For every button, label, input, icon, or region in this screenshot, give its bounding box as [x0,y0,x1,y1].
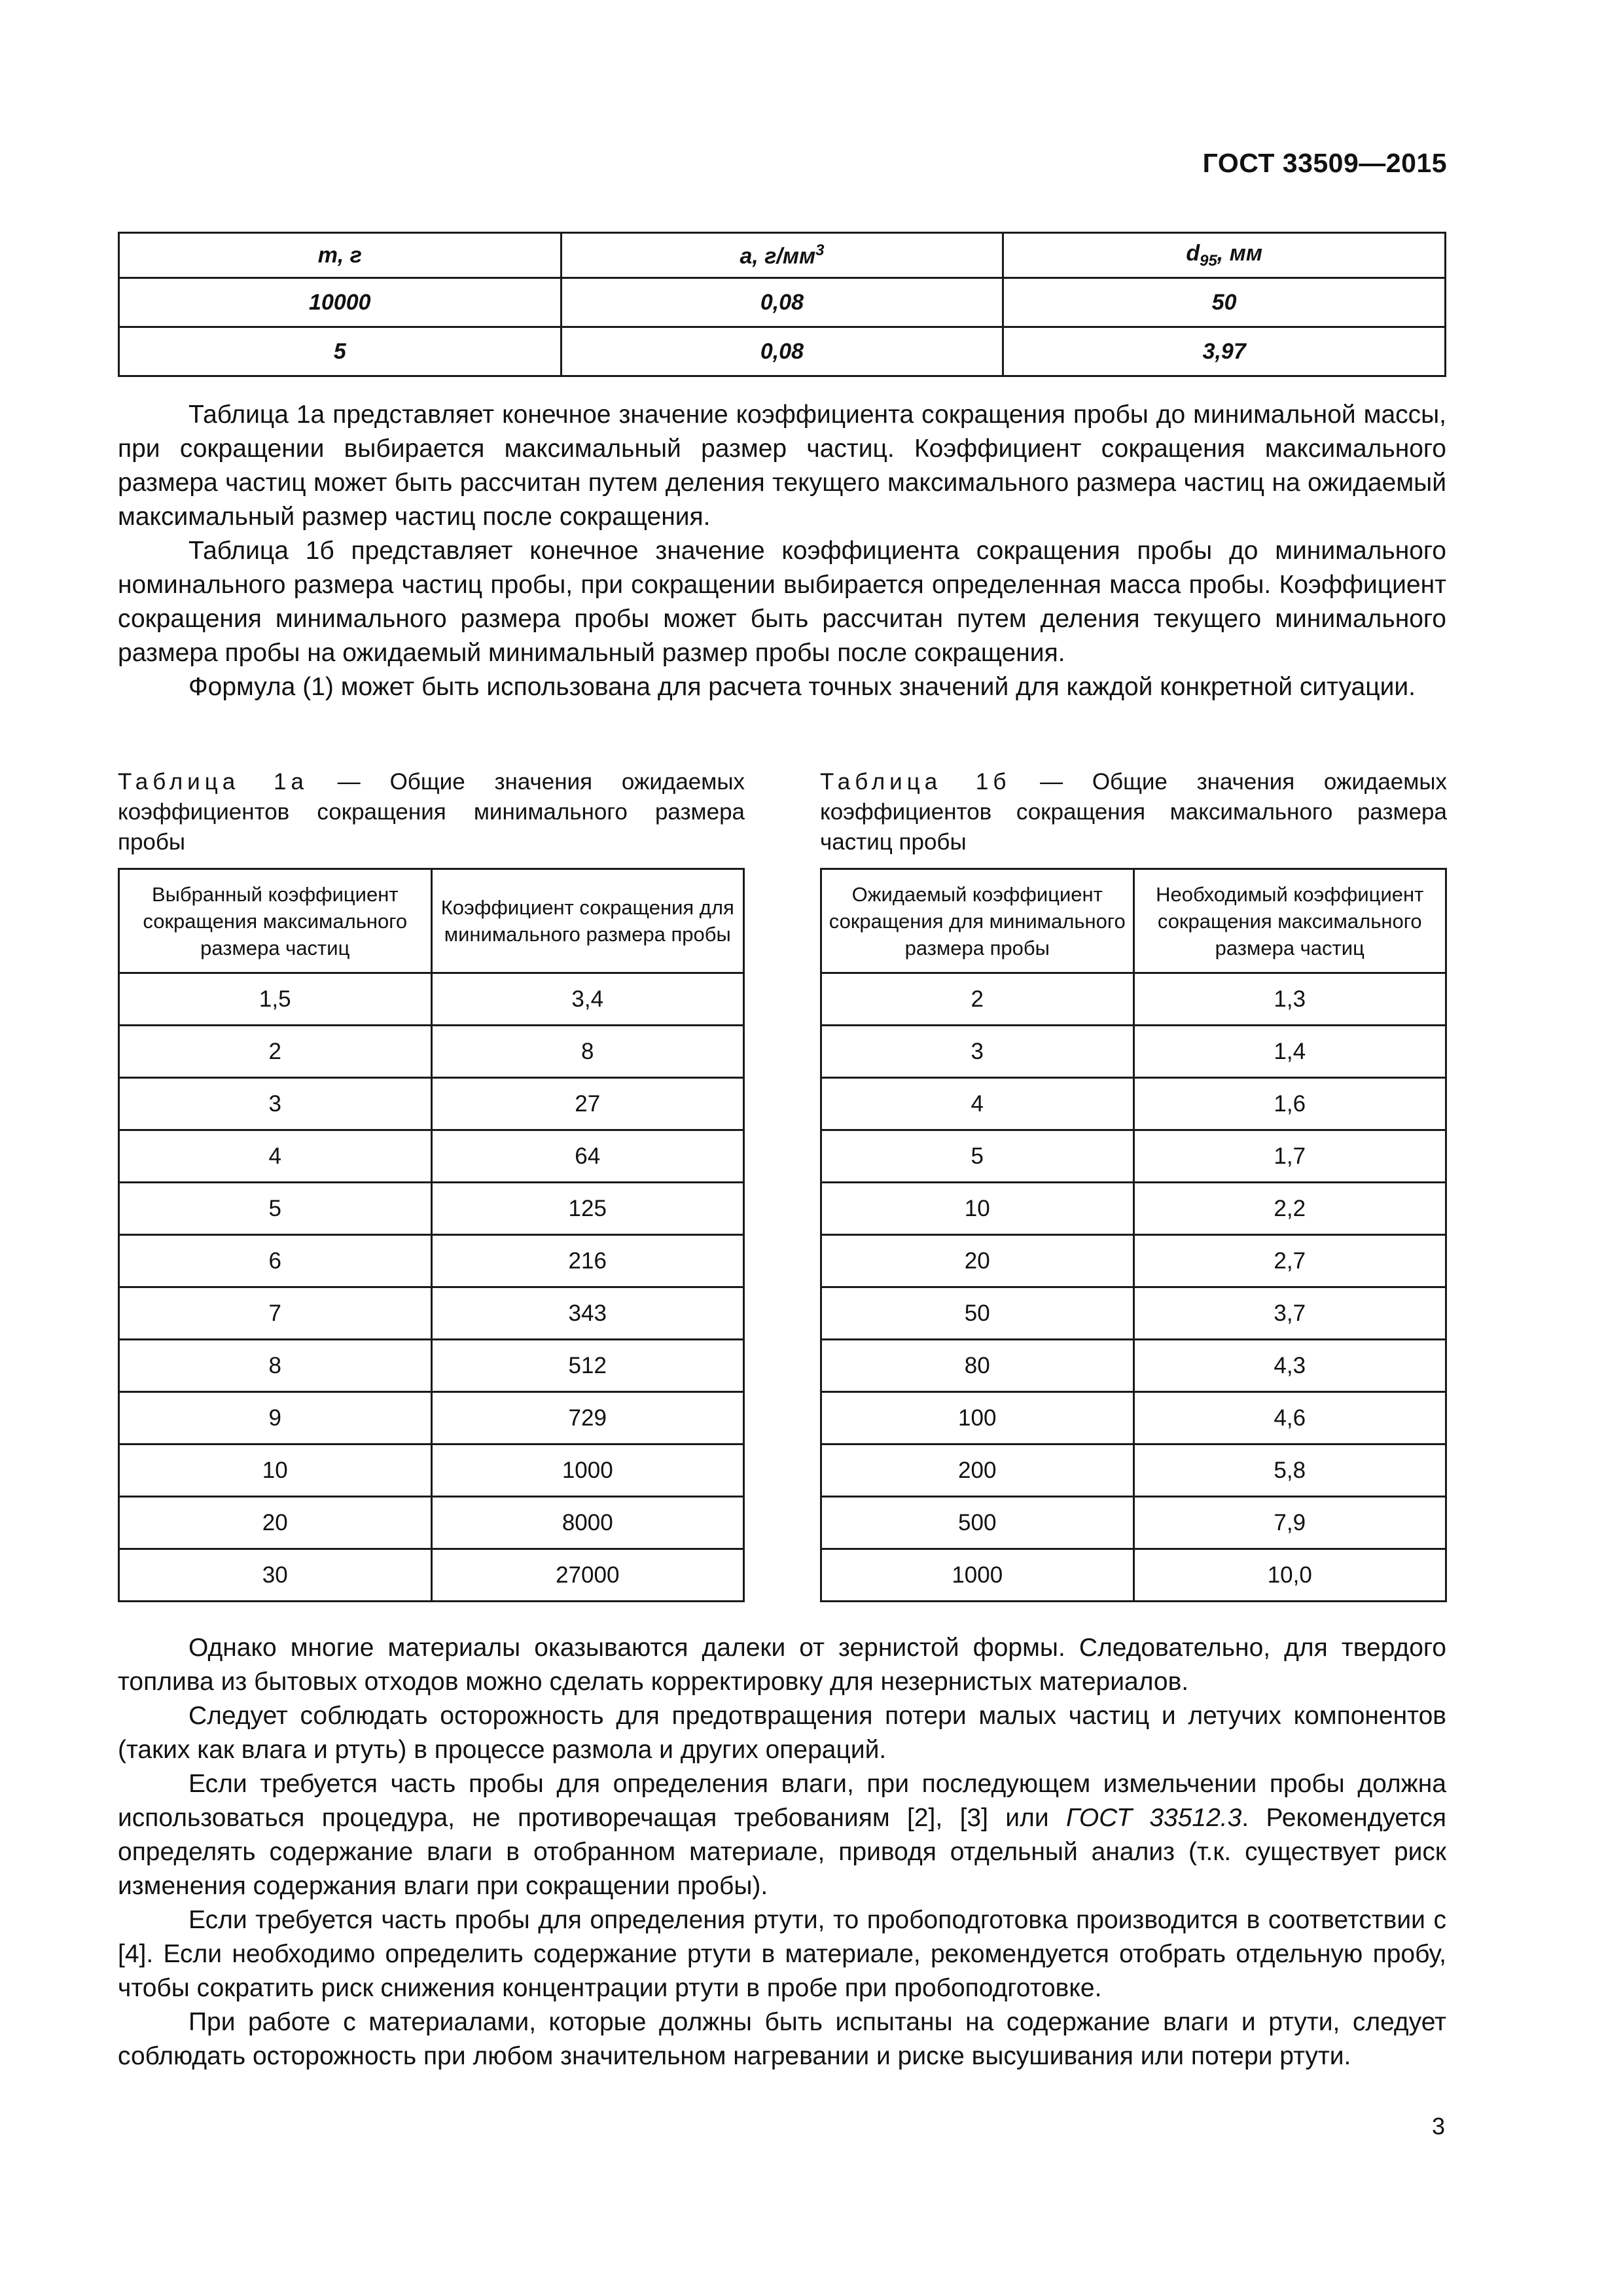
table-row [821,1340,1446,1392]
table-cell: 100 [821,1392,1134,1444]
table-1b-body [821,973,1446,1602]
column-header-mass: m, г [119,233,562,278]
table-cell: 30 [119,1549,432,1602]
paragraph-caution-volatile: Следует соблюдать осторожность для предотвращения потери малых частиц и летучих компонентов (таких как влага и ртуть) в процессе размола и других операций. [118,1702,1446,1764]
table-cell: 10 [119,1444,432,1497]
table-cell: 20 [821,1235,1134,1287]
paragraph-table-1a-description: Таблица 1а представляет конечное значение коэффициента сокращения пробы до минимальной массы, при сокращении выбирается максимальный размер частиц. Коэффициент сокращения максимального размера частиц может быть рассчитан путем деления текущего максимального размера частиц на ожидаемый максимальный размер частиц после сокращения. [118,401,1446,531]
table-row [119,973,744,1026]
paragraph-table-1b-description: Таблица 1б представляет конечное значение коэффициента сокращения пробы до минимального номинального размера частиц пробы, при сокращении выбирается определенная масса пробы. Коэффициент сокращения минимального размера пробы может быть рассчитан путем деления текущего минимального размера пробы на ожидаемый минимальный размер пробы после сокращения. [118,537,1446,667]
table-cell: 5 [119,327,562,376]
table-1b-caption: Таблица 1б — Общие значения ожидаемых коэффициентов сокращения максимального размера частиц пробы [820,769,1447,855]
parameter-table [118,232,1446,377]
table-row [119,1444,744,1497]
table-row [119,1130,744,1183]
table-row [821,1183,1446,1235]
table-cell: 500 [821,1497,1134,1549]
column-header-d95: $d_{95}$, мм [1003,233,1446,278]
table-1a-header-col1: Выбранный коэффициент сокращения максимального размера частиц [119,869,432,973]
table-row [821,1549,1446,1602]
table-cell: 27 [431,1078,744,1130]
table-cell: 2 [821,973,1134,1026]
table-cell: 10000 [119,278,562,327]
table-cell: 3,4 [431,973,744,1026]
table-cell: 10 [821,1183,1134,1235]
table-header-row [821,869,1446,973]
table-row [119,327,1446,376]
table-cell: 8 [119,1340,432,1392]
table-cell: 2 [119,1026,432,1078]
table-cell: 3,97 [1003,327,1446,376]
table-1b [820,868,1447,1602]
table-cell: 64 [431,1130,744,1183]
table-cell: 343 [431,1287,744,1340]
table-cell: 4 [821,1078,1134,1130]
table-1a-caption: Таблица 1а — Общие значения ожидаемых коэффициентов сокращения минимального размера пробы [118,769,745,855]
document-header: ГОСТ 33509—2015 [1202,148,1447,178]
table-row [821,1287,1446,1340]
table-cell: 0,08 [561,327,1003,376]
table-row [821,1130,1446,1183]
table-1a [118,868,745,1602]
table-cell: 4,3 [1133,1340,1446,1392]
table-1a-header-col2: Коэффициент сокращения для минимального размера пробы [431,869,744,973]
table-cell: 1000 [431,1444,744,1497]
table-cell: 7 [119,1287,432,1340]
table-cell: 27000 [431,1549,744,1602]
table-cell: 1000 [821,1549,1134,1602]
table-cell: 1,4 [1133,1026,1446,1078]
table-header-row [119,233,1446,278]
table-row [119,278,1446,327]
table-row [119,1549,744,1602]
table-cell: 80 [821,1340,1134,1392]
table-cell: 8 [431,1026,744,1078]
column-header-density: a, $г/мм^3$ [561,233,1003,278]
table-1a-body [119,973,744,1602]
table-1b-header-col2: Необходимый коэффициент сокращения максимального размера частиц [1133,869,1446,973]
table-cell: 8000 [431,1497,744,1549]
paragraph-mercury: Если требуется часть пробы для определения ртути, то пробоподготовка производится в соответствии с [4]. Если необходимо определить содержание ртути в материале, рекомендуется отобрать отдельную пробу, чтобы сократить риск снижения концентрации ртути в пробе при пробоподготовке. [118,1906,1446,2002]
table-cell: 5,8 [1133,1444,1446,1497]
top-table-body [119,278,1446,376]
table-cell: 5 [119,1183,432,1235]
table-cell: 2,2 [1133,1183,1446,1235]
table-row [821,1444,1446,1497]
table-row [119,1078,744,1130]
table-cell: 200 [821,1444,1134,1497]
table-cell: 1,5 [119,973,432,1026]
table-cell: 6 [119,1235,432,1287]
paragraph-formula-note: Формула (1) может быть использована для расчета точных значений для каждой конкретной ситуации. [188,673,1416,701]
table-row [119,1392,744,1444]
paragraph-non-granular: Однако многие материалы оказываются далеки от зернистой формы. Следовательно, для твердого топлива из бытовых отходов можно сделать корректировку для незернистых материалов. [118,1634,1446,1696]
table-cell: 216 [431,1235,744,1287]
table-row [821,1392,1446,1444]
table-row [821,1497,1446,1549]
table-cell: 0,08 [561,278,1003,327]
table-cell: 4 [119,1130,432,1183]
table-cell: 20 [119,1497,432,1549]
table-row [119,1235,744,1287]
table-row [119,1340,744,1392]
table-cell: 1,7 [1133,1130,1446,1183]
table-row [821,1026,1446,1078]
table-cell: 729 [431,1392,744,1444]
table-cell: 7,9 [1133,1497,1446,1549]
table-cell: 3 [119,1078,432,1130]
table-cell: 50 [1003,278,1446,327]
table-cell: 4,6 [1133,1392,1446,1444]
table-cell: 50 [821,1287,1134,1340]
standard-reference-link: ГОСТ 33512.3 [1066,1804,1242,1832]
table-row [821,1078,1446,1130]
table-row [119,1287,744,1340]
table-cell: 3 [821,1026,1134,1078]
table-row [119,1497,744,1549]
table-header-row [119,869,744,973]
table-cell: 1,3 [1133,973,1446,1026]
table-cell: 3,7 [1133,1287,1446,1340]
table-cell: 512 [431,1340,744,1392]
table-cell: 1,6 [1133,1078,1446,1130]
table-cell: 9 [119,1392,432,1444]
table-cell: 5 [821,1130,1134,1183]
table-row [821,973,1446,1026]
table-cell: 10,0 [1133,1549,1446,1602]
table-cell: 2,7 [1133,1235,1446,1287]
table-row [119,1026,744,1078]
paragraph-moisture: Если требуется часть пробы для определения влаги, при последующем измельчении пробы должна использоваться процедура, не противоречащая требованиям [2], [3] или ГОСТ 33512.3. Рекомендуется определять содержание влаги в отобранном материале, приводя отдельный анализ (т.к. существует риск изменения содержания влаги при сокращении пробы). [118,1770,1446,1900]
page-number: 3 [1431,2113,1445,2140]
table-row [821,1235,1446,1287]
table-row [119,1183,744,1235]
table-1b-header-col1: Ожидаемый коэффициент сокращения для минимального размера пробы [821,869,1134,973]
table-cell: 125 [431,1183,744,1235]
paragraph-heating-caution: При работе с материалами, которые должны быть испытаны на содержание влаги и ртути, следует соблюдать осторожность при любом значительном нагревании и риске высушивания или потери ртути. [118,2008,1446,2070]
